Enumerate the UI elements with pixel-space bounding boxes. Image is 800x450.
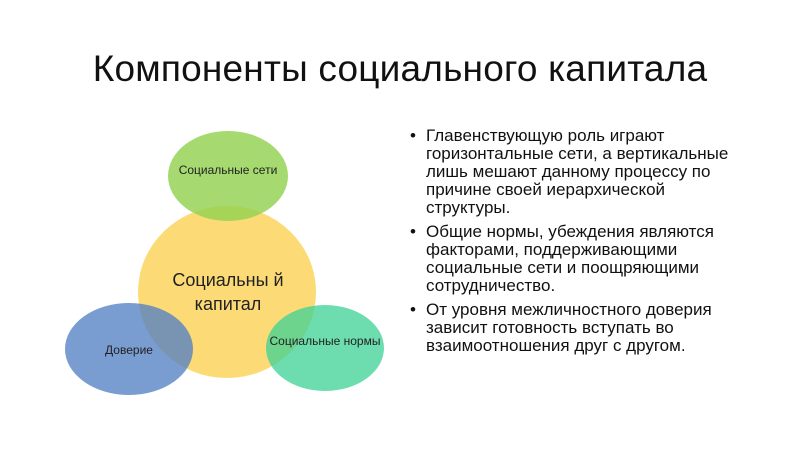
label-social-capital: Социальны й капитал xyxy=(172,270,284,314)
slide-title: Компоненты социального капитала xyxy=(92,48,708,89)
bullet-text: От уровня межличностного доверия зависит готовность вступать во взаимоотношения друг с другом. xyxy=(426,300,712,355)
bullet-item xyxy=(408,127,744,217)
label-social-norms: Социальные нормы xyxy=(269,334,381,348)
bullet-item xyxy=(408,223,744,295)
bullet-text: Главенствующую роль играют горизонтальные сети, а вертикальные лишь мешают данному процессу по причине своей иерархической структуры. xyxy=(426,126,729,217)
bullet-dot-icon: • xyxy=(410,126,416,145)
bullet-list xyxy=(408,127,744,361)
bullet-dot-icon: • xyxy=(410,222,416,241)
bullet-text: Общие нормы, убеждения являются факторами, поддерживающими социальные сети и поощряющими сотрудничество. xyxy=(426,222,714,295)
label-social-networks: Социальные сети xyxy=(178,163,278,177)
bullet-item xyxy=(408,301,744,355)
label-trust: Доверие xyxy=(105,343,153,357)
bullet-dot-icon: • xyxy=(410,300,416,319)
